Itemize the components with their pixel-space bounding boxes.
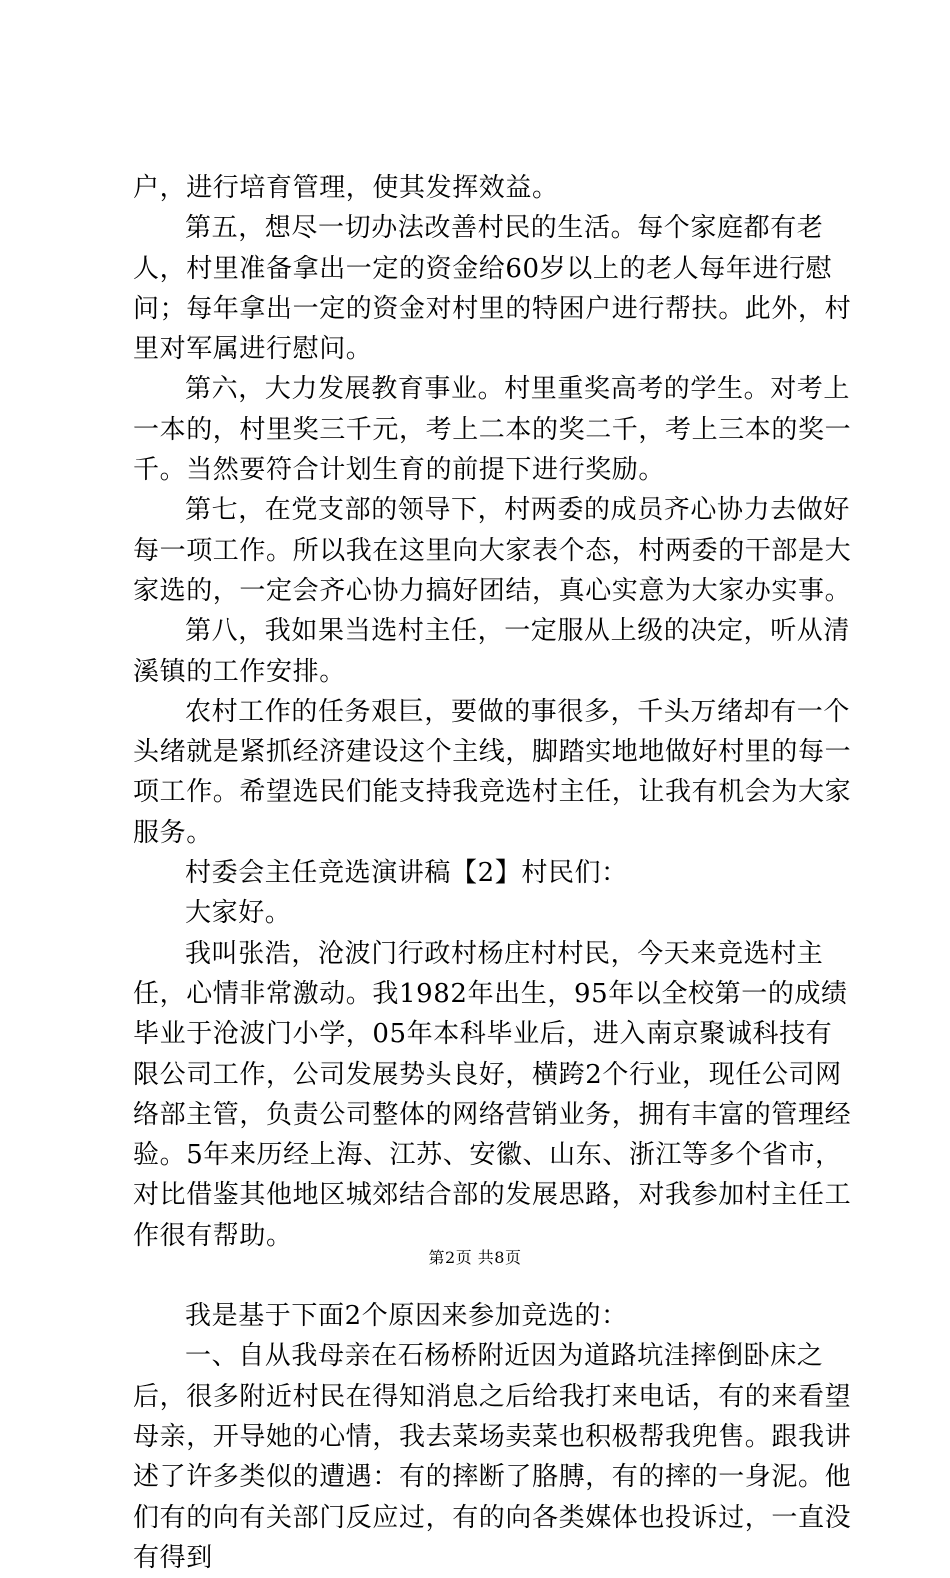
document-body [133,168,853,1578]
paragraph: 第八，我如果当选村主任，一定服从上级的决定，听从清溪镇的工作安排。 [133,616,851,687]
paragraph: 第七，在党支部的领导下，村两委的成员齐心协力去做好每一项工作。所以我在这里向大家表个态，村两委的干部是大家选的，一定会齐心协力搞好团结，真心实意为大家办实事。 [133,495,852,606]
paragraph: 一、自从我母亲在石杨桥附近因为道路坑洼摔倒卧床之后，很多附近村民在得知消息之后给我打来电话，有的来看望母亲，开导她的心情，我去菜场卖菜也积极帮我兜售。跟我讲述了许多类似的遭遇：有的摔断了胳膊，有的摔的一身泥。他们有的向有关部门反应过，有的向各类媒体也投诉过，一直没有得到 [133,1341,852,1573]
paragraph: 我叫张浩，沧波门行政村杨庄村村民，今天来竞选村主任，心情非常激动。我1982年出生，95年以全校第一的成绩毕业于沧波门小学，05年本科毕业后，进入南京聚诚科技有限公司工作，公司发展势头良好，横跨2个行业，现任公司网络部主管，负责公司整体的网络营销业务，拥有丰富的管理经验。5年来历经上海、江苏、安徽、山东、浙江等多个省市，对比借鉴其他地区城郊结合部的发展思路，对我参加村主任工作很有帮助。 [133,938,852,1251]
paragraph: 农村工作的任务艰巨，要做的事很多，千头万绪却有一个头绪就是紧抓经济建设这个主线，脚踏实地地做好村里的每一项工作。希望选民们能支持我竞选村主任，让我有机会为大家服务。 [133,696,852,848]
paragraph: 第六，大力发展教育事业。村里重奖高考的学生。对考上一本的，村里奖三千元，考上二本的奖二千，考上三本的奖一千。当然要符合计划生育的前提下进行奖励。 [133,374,852,486]
greeting: 大家好。 [185,898,292,929]
paragraph: 第五，想尽一切办法改善村民的生活。每个家庭都有老人，村里准备拿出一定的资金给60岁以上的老人每年进行慰问；每年拿出一定的资金对村里的特困户进行帮扶。此外，村里对军属进行慰问。 [133,213,852,365]
paragraph: 我是基于下面2个原因来参加竞选的： [185,1301,628,1332]
paragraph: 户，进行培育管理，使其发挥效益。 [133,173,559,203]
section-heading: 村委会主任竞选演讲稿【2】村民们： [185,858,628,889]
page-number-footer: 第2页 共8页 [428,1248,522,1267]
